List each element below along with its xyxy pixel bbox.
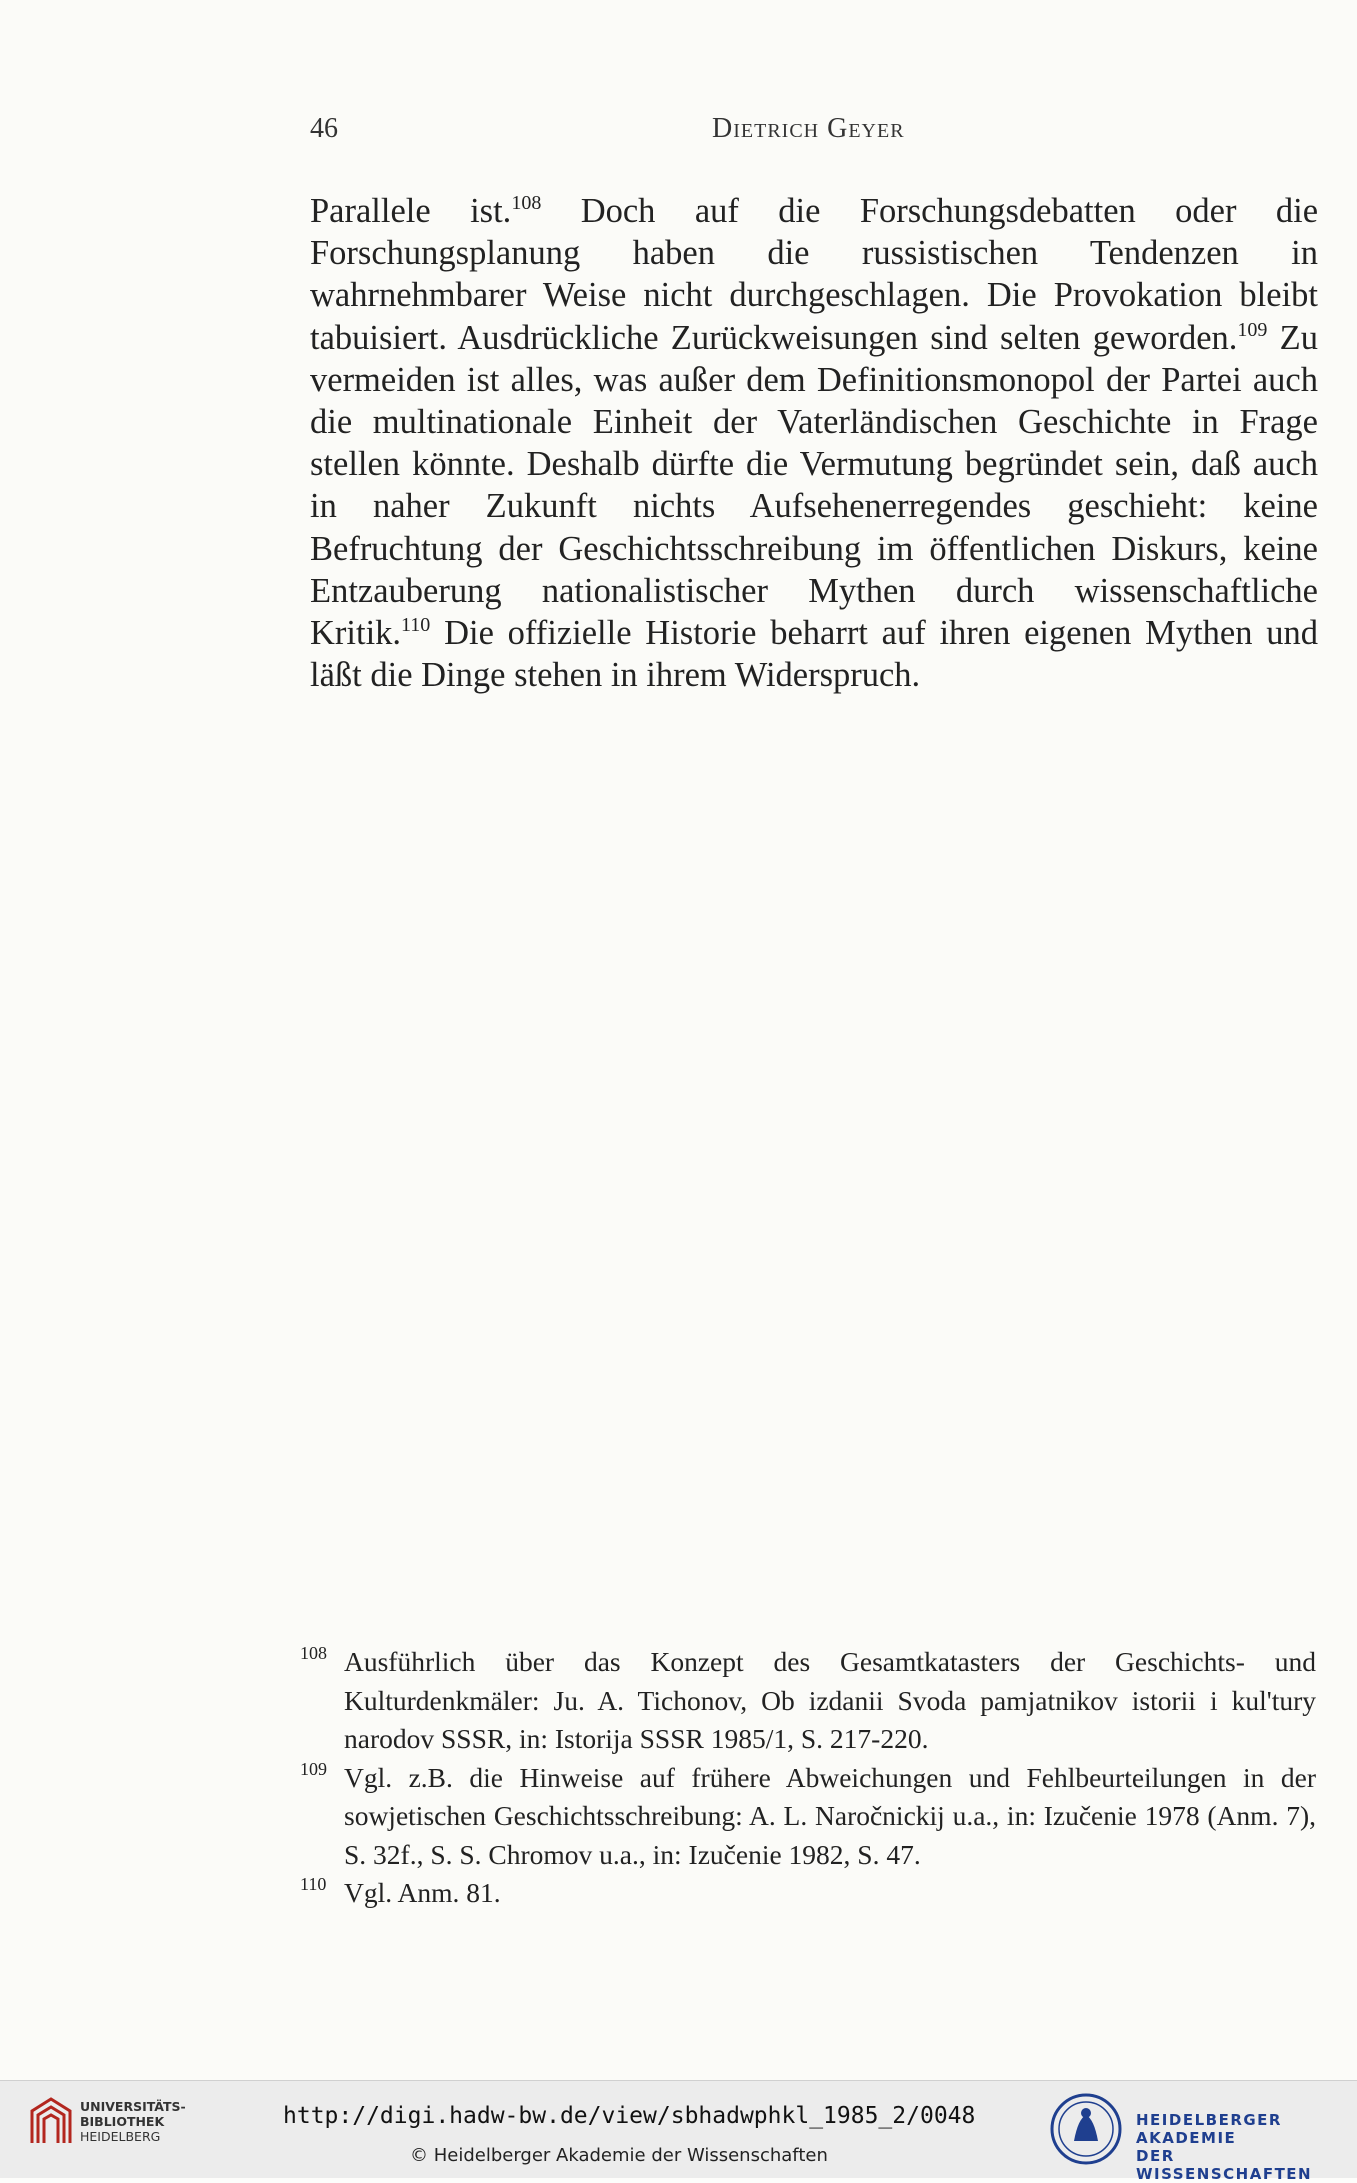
footnote-ref-108[interactable]: 108 (511, 192, 542, 214)
footnote-text: Ausführlich über das Konzept des Gesamtkatasters der Geschichts- und Kulturdenkmäler: Ju. A. Tichonov, Ob izdanii Svoda pamjatnikov istorii i kul'tury narodov SSSR, in: Istorija SSSR 1985/1, S. 217-220. (344, 1646, 1316, 1754)
main-paragraph (310, 190, 1318, 696)
body-text-segment: Die offizielle Historie beharrt auf ihren eigenen Mythen und läßt die Dinge stehen in ihrem Widerspruch. (310, 614, 1318, 695)
viewer-footer (0, 2080, 1357, 2183)
footnote-ref-109[interactable]: 109 (1237, 318, 1268, 341)
footnote-108 (300, 1643, 1316, 1759)
footnote-number: 108 (300, 1643, 327, 1663)
running-head-author: Dietrich Geyer (712, 113, 905, 144)
footnote-text: Vgl. Anm. 81. (344, 1877, 501, 1908)
body-text-segment: Doch auf die Forschungsdebatten oder die Forschungsplanung haben die russistischen Tendenzen in wahrnehmbarer Weise nicht durchgeschlagen. Die Provokation bleibt tabuisiert. Ausdrückliche Zurückweisungen sind selten geworden. (310, 192, 1319, 357)
body-text-segment: Parallele ist. (310, 192, 512, 230)
footnote-text: Vgl. z.B. die Hinweise auf frühere Abweichungen und Fehlbeurteilungen in der sowjetischen Geschichtsschreibung: A. L. Naročnickij u.a., in: Izučenie 1978 (Anm. 7), S. 32f., S. S. Chromov u.a., in: Izučenie 1982, S. 47. (344, 1761, 1316, 1870)
copyright-notice: © Heidelberger Akademie der Wissenschaften (410, 2145, 828, 2166)
footnote-number: 110 (300, 1874, 327, 1894)
footnote-number: 109 (300, 1758, 327, 1779)
footnote-ref-110[interactable]: 110 (401, 614, 431, 637)
footnote-109 (300, 1759, 1316, 1875)
body-text-segment: Zu vermeiden ist alles, was außer dem Definitionsmonopol der Partei auch die multinationale Einheit der Vaterländischen Geschichte in Frage stellen könnte. Deshalb dürfte die Vermutung begründet sein, daß auch in naher Zukunft nichts Aufsehenerregendes geschieht: keine Befruchtung der Geschichtsschreibung im öffentlichen Diskurs, keine Entzauberung nationalistischer Mythen durch wissenschaftliche Kritik. (310, 318, 1319, 653)
library-city: HEIDELBERG (80, 2129, 161, 2144)
academy-seal-icon[interactable] (1048, 2091, 1124, 2167)
permalink-url[interactable]: http://digi.hadw-bw.de/view/sbhadwphkl_1985_2/0048 (283, 2103, 976, 2129)
university-library-logo-icon[interactable] (28, 2095, 74, 2147)
library-name-text: UNIVERSITÄTS- BIBLIOTHEK (80, 2099, 186, 2129)
bleed-through-texture (290, 690, 1340, 1310)
page-number: 46 (310, 113, 338, 144)
footnotes (300, 1643, 1316, 1913)
academy-name: HEIDELBERGER AKADEMIE DER WISSENSCHAFTEN (1136, 2111, 1313, 2183)
footnote-110 (300, 1874, 1316, 1913)
library-name (80, 2099, 186, 2144)
